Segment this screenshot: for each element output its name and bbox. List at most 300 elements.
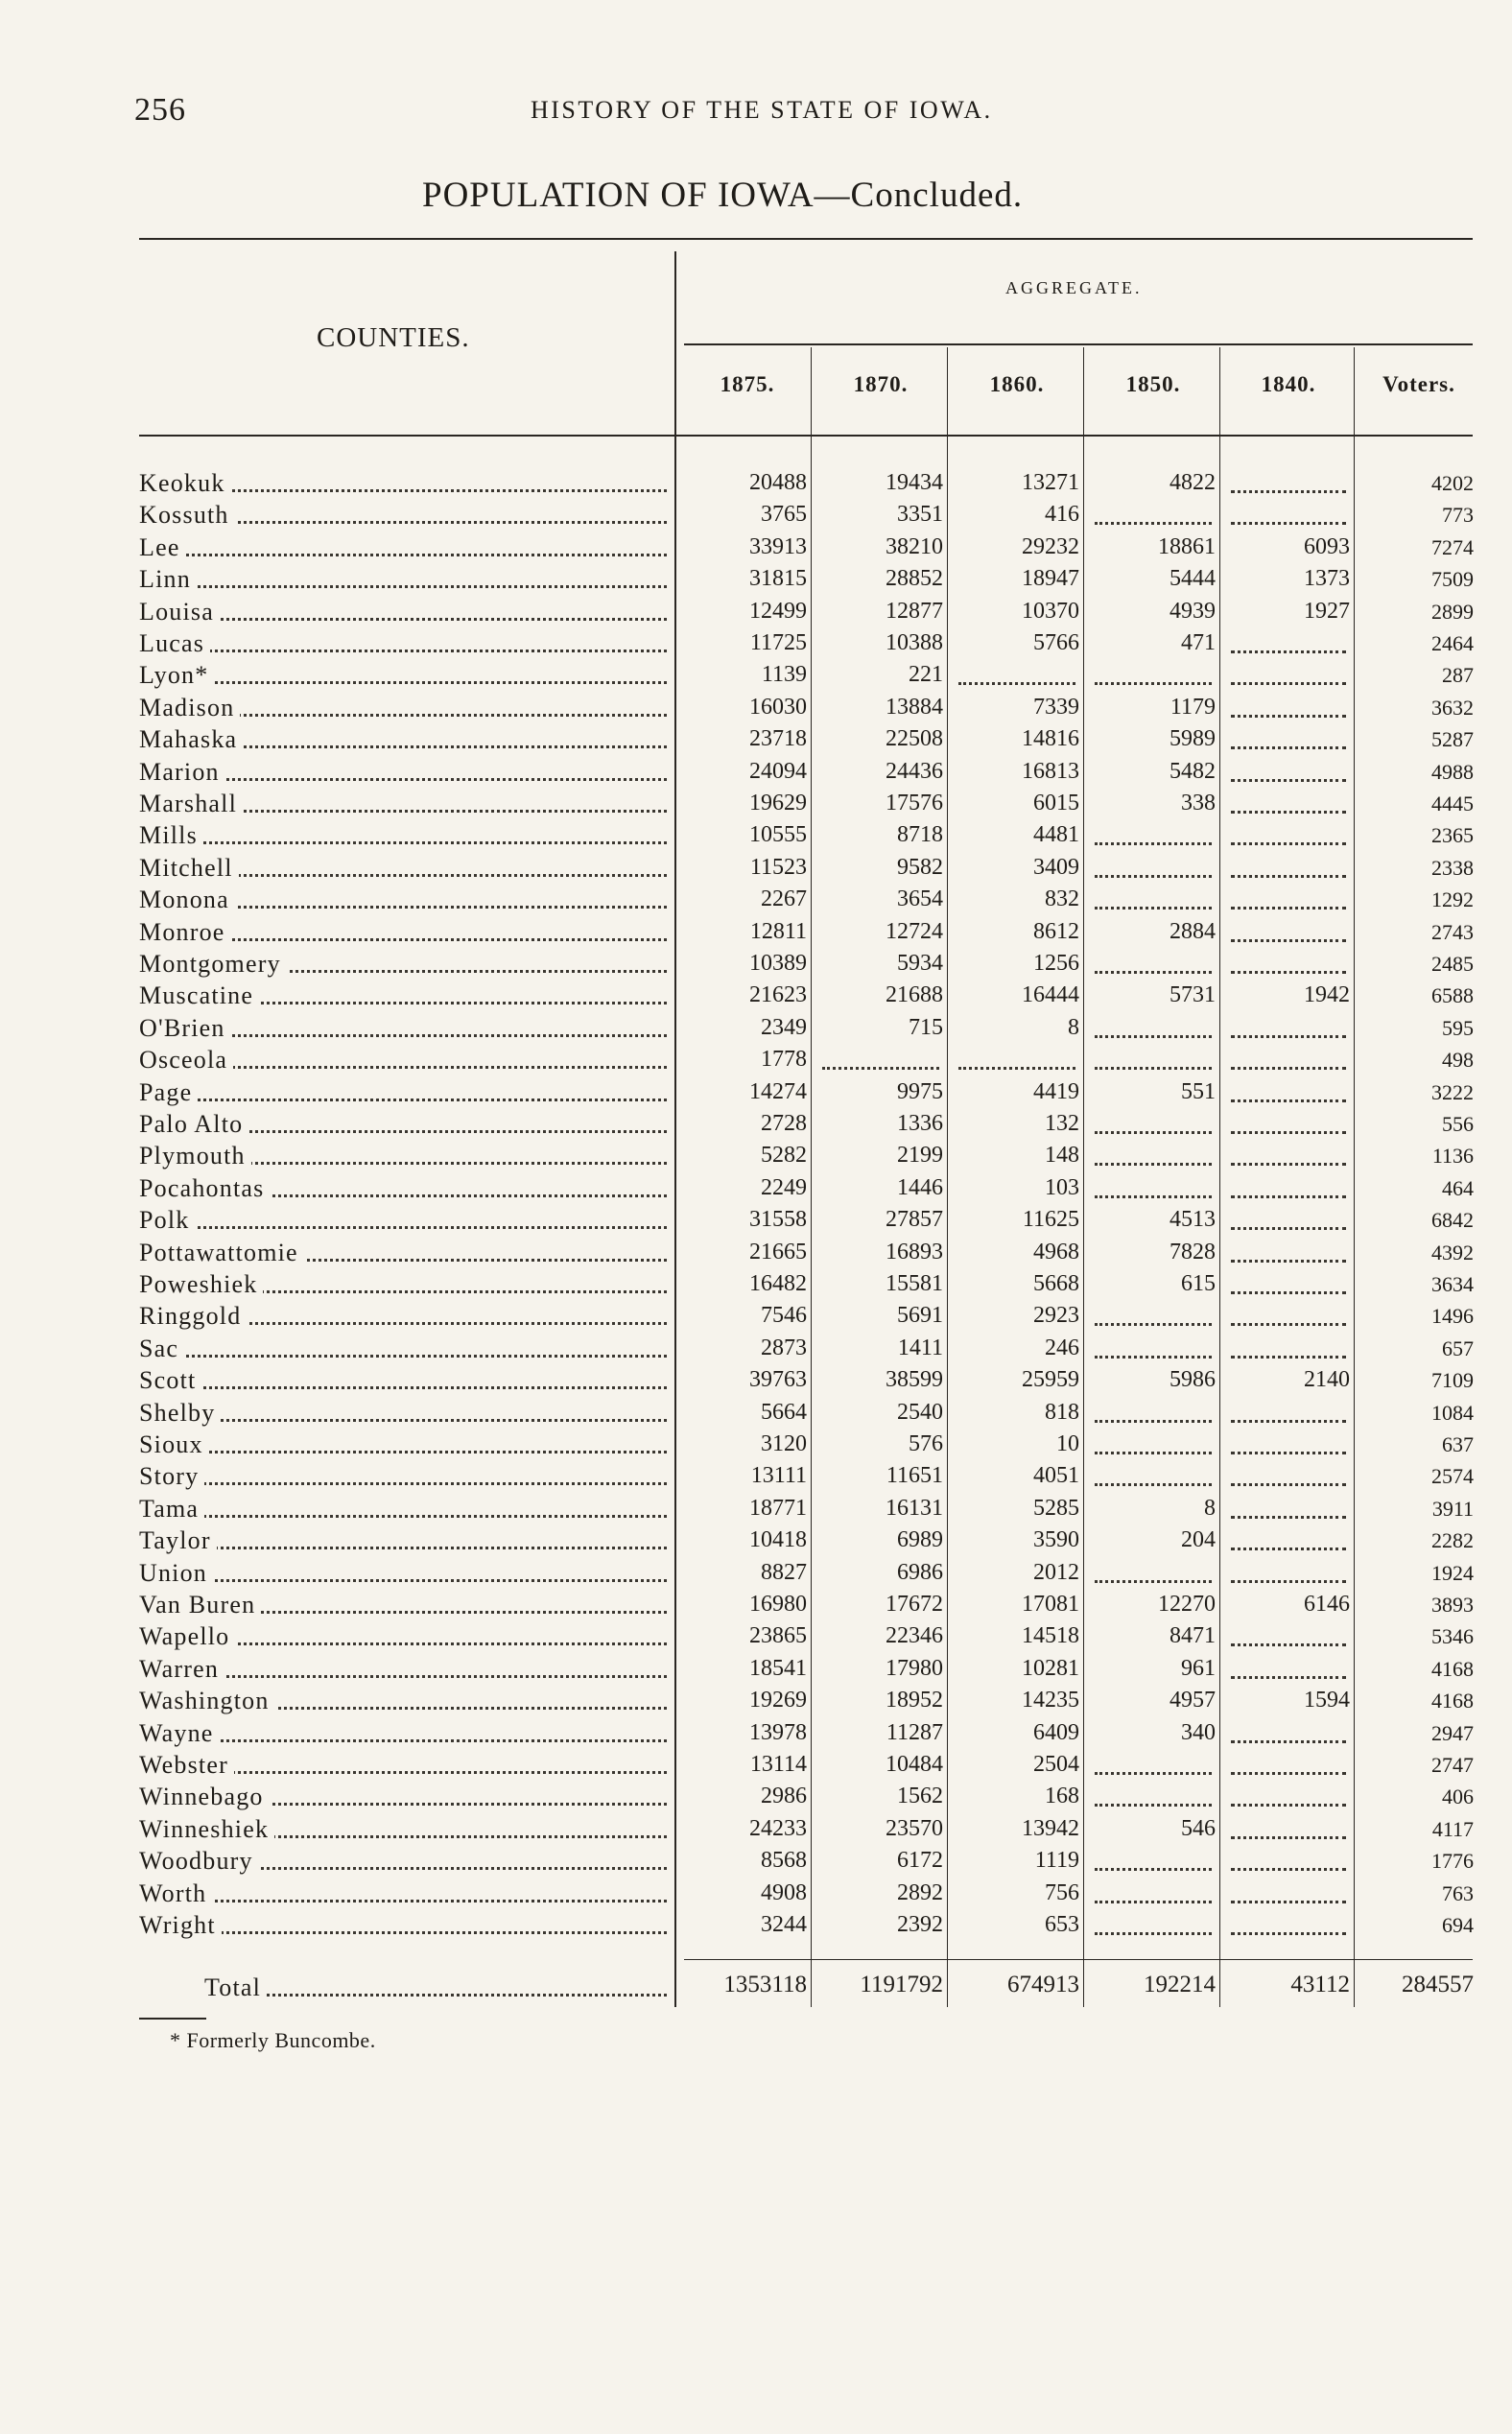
county-name: Madison [139,692,240,723]
empty-cell-dots [1231,1356,1346,1359]
cell-1875: 8568 [761,1848,807,1873]
empty-cell-dots [1231,1452,1346,1454]
cell-1875: 11523 [749,855,807,880]
cell-1870: 38210 [886,534,943,559]
county-row [139,532,667,563]
column-header-1875: 1875. [720,372,775,396]
cell-1870 [816,1044,943,1075]
empty-cell-dots [1231,1580,1346,1583]
column-header-voters: Voters. [1382,372,1455,396]
cell-1860: 653 [1045,1912,1079,1937]
empty-cell-dots [1231,811,1346,814]
cell-1850: 4939 [1169,599,1216,624]
county-row [139,1685,667,1716]
cell-1870: 2540 [897,1400,943,1425]
cell-1860: 29232 [1022,534,1079,559]
empty-cell-dots [1231,971,1346,974]
cell-1850 [1089,1909,1216,1941]
county-row [139,1878,667,1909]
empty-cell-dots [1231,1323,1346,1326]
cell-1860: 4051 [1033,1463,1079,1488]
cell-1850: 204 [1181,1527,1216,1552]
cell-1850: 2884 [1169,919,1216,944]
cell-voters: 4392 [1431,1241,1474,1264]
cell-1840 [1225,1781,1350,1812]
county-name: Montgomery [139,948,287,980]
cell-1850: 551 [1181,1079,1216,1104]
leader-dots [139,1099,667,1101]
cell-1840 [1225,1909,1350,1941]
cell-1840 [1225,499,1350,531]
county-name: Pottawattomie [139,1237,304,1268]
county-row [139,1076,667,1108]
empty-cell-dots [1231,1163,1346,1166]
cell-1860: 416 [1045,502,1079,527]
cell-voters: 4168 [1431,1657,1474,1681]
county-name: Lee [139,532,186,563]
cell-1840 [1225,1878,1350,1909]
cell-1840 [1225,788,1350,819]
empty-cell-dots [1231,682,1346,685]
county-name: Webster [139,1749,234,1781]
cell-1875: 5664 [761,1400,807,1425]
county-name: Palo Alto [139,1108,248,1140]
cell-1875: 3765 [761,502,807,527]
county-name: Taylor [139,1524,217,1556]
empty-cell-dots [1095,1067,1212,1070]
leader-dots [139,1226,667,1229]
county-name: Tama [139,1493,204,1524]
cell-1850: 4513 [1169,1207,1216,1232]
cell-1875: 24094 [749,759,807,784]
empty-cell-dots [1095,1804,1212,1807]
county-row [139,1781,667,1812]
cell-1860: 1119 [1034,1848,1079,1873]
cell-1850: 12270 [1158,1592,1216,1617]
cell-1870: 16131 [886,1496,943,1521]
cell-voters: 2464 [1431,631,1474,655]
cell-1870: 1411 [897,1335,943,1360]
county-name: Plymouth [139,1140,251,1171]
empty-cell-dots [958,1067,1075,1070]
cell-1860: 13942 [1022,1816,1079,1841]
total-1870: 1191792 [860,1972,943,1997]
empty-cell-dots [1231,1035,1346,1038]
cell-1840: 2140 [1304,1367,1350,1392]
cell-voters: 6588 [1431,983,1474,1007]
cell-1840: 1927 [1304,599,1350,624]
cell-1875: 4908 [761,1880,807,1905]
cell-1875: 21665 [749,1240,807,1264]
cell-1840 [1225,1237,1350,1268]
cell-1850: 615 [1181,1271,1216,1296]
empty-cell-dots [1231,1740,1346,1743]
cell-1850 [1089,499,1216,531]
cell-voters: 773 [1442,503,1474,527]
column-header-1840: 1840. [1261,372,1316,396]
county-row [139,1429,667,1460]
leader-dots [139,1451,667,1453]
cell-1840 [1225,1204,1350,1236]
county-name: Linn [139,563,197,595]
county-name: Marion [139,756,225,788]
empty-cell-dots [822,1067,939,1070]
cell-voters: 4988 [1431,760,1474,784]
total-row-label [204,1972,667,2003]
cell-1840: 6093 [1304,534,1350,559]
cell-1850 [1089,1012,1216,1044]
empty-cell-dots [1095,682,1212,685]
cell-1860 [953,1044,1079,1075]
cell-1870: 22508 [886,726,943,751]
cell-1875: 39763 [749,1367,807,1392]
county-row [139,596,667,627]
cell-1875: 18541 [749,1656,807,1681]
cell-1850: 8471 [1169,1623,1216,1648]
county-row [139,916,667,948]
county-name: Lucas [139,627,210,659]
cell-1850 [1089,819,1216,851]
cell-1850: 546 [1181,1816,1216,1841]
cell-1850: 338 [1181,791,1216,815]
empty-cell-dots [1231,715,1346,718]
cell-voters: 1136 [1431,1144,1474,1168]
cell-1860: 4481 [1033,822,1079,847]
county-name: Scott [139,1364,201,1396]
leader-dots [139,1355,667,1358]
total-voters: 284557 [1402,1972,1474,1997]
county-row [139,1653,667,1685]
cell-1840 [1225,1524,1350,1556]
cell-1860: 10281 [1022,1656,1079,1681]
cell-voters: 3222 [1431,1080,1474,1104]
cell-voters: 637 [1442,1432,1474,1456]
cell-1875: 14274 [749,1079,807,1104]
cell-1860: 3590 [1033,1527,1079,1552]
cell-1860: 246 [1045,1335,1079,1360]
cell-1860: 11625 [1022,1207,1079,1232]
cell-1850: 5986 [1169,1367,1216,1392]
county-row [139,467,667,499]
column-rule [947,347,948,2007]
county-row [139,1749,667,1781]
county-name: Louisa [139,596,220,627]
empty-cell-dots [1095,1035,1212,1038]
county-name: Winnebago [139,1781,270,1812]
totals-rule [684,1959,1473,1960]
cell-1870: 12877 [886,599,943,624]
cell-1850: 5482 [1169,759,1216,784]
total-label: Total [204,1972,267,2003]
cell-1870: 38599 [886,1367,943,1392]
empty-cell-dots [1231,779,1346,782]
column-header-1850: 1850. [1125,372,1181,396]
cell-voters: 763 [1442,1881,1474,1905]
total-1875: 1353118 [723,1972,807,1997]
cell-1840 [1225,723,1350,755]
cell-1860: 14235 [1022,1688,1079,1713]
county-name: Woodbury [139,1845,259,1877]
cell-voters: 7509 [1431,567,1474,591]
cell-1870: 27857 [886,1207,943,1232]
county-row [139,788,667,819]
cell-1870: 1562 [897,1784,943,1808]
county-row [139,1493,667,1524]
cell-1850 [1089,852,1216,884]
county-name: Sac [139,1333,184,1364]
cell-1850: 340 [1181,1720,1216,1745]
cell-1875: 23718 [749,726,807,751]
county-name: Warren [139,1653,224,1685]
cell-1840 [1225,1557,1350,1589]
cell-1860: 8 [1068,1015,1079,1040]
cell-1850: 18861 [1158,534,1216,559]
cell-1860: 2504 [1033,1752,1079,1777]
cell-1860: 25959 [1022,1367,1079,1392]
cell-1840 [1225,884,1350,915]
cell-1875: 31558 [749,1207,807,1232]
county-row [139,1108,667,1140]
page-number: 256 [134,92,186,128]
cell-1870: 22346 [886,1623,943,1648]
cell-voters: 464 [1442,1176,1474,1200]
county-row [139,627,667,659]
cell-1850: 961 [1181,1656,1216,1681]
empty-cell-dots [1095,875,1212,878]
cell-1850: 5444 [1169,566,1216,591]
empty-cell-dots [1231,1227,1346,1230]
cell-1870: 18952 [886,1688,943,1713]
cell-voters: 5346 [1431,1624,1474,1648]
table-title: POPULATION OF IOWA—Concluded. [422,176,1024,215]
cell-1840 [1225,756,1350,788]
leader-dots [139,1579,667,1582]
cell-1850 [1089,884,1216,915]
cell-1860: 132 [1045,1111,1079,1136]
empty-cell-dots [1095,907,1212,910]
cell-1840: 6146 [1304,1592,1350,1617]
empty-cell-dots [1231,1260,1346,1263]
cell-1860: 6409 [1033,1720,1079,1745]
leader-dots [139,841,667,844]
county-name: Ringgold [139,1300,247,1332]
county-row [139,1909,667,1941]
empty-cell-dots [1231,650,1346,653]
cell-1870: 576 [909,1431,943,1456]
cell-1875: 5282 [761,1143,807,1168]
cell-1850: 7828 [1169,1240,1216,1264]
cell-voters: 287 [1442,663,1474,687]
county-row [139,852,667,884]
cell-1840 [1225,1076,1350,1108]
cell-1850: 5731 [1169,982,1216,1007]
county-name: Page [139,1076,198,1108]
column-rule [1219,347,1220,2007]
cell-1840 [1225,1172,1350,1204]
cell-1850 [1089,1557,1216,1589]
county-name: Lyon* [139,659,214,691]
cell-1840 [1225,1397,1350,1429]
cell-1860: 168 [1045,1784,1079,1808]
cell-1840 [1225,1012,1350,1044]
cell-1875: 3120 [761,1431,807,1456]
cell-1870: 5934 [897,951,943,976]
empty-cell-dots [1231,1932,1346,1935]
county-name: Marshall [139,788,243,819]
cell-1875: 1139 [761,662,807,687]
county-name: Keokuk [139,467,231,499]
cell-1850: 4957 [1169,1688,1216,1713]
county-row [139,1557,667,1589]
county-row [139,756,667,788]
cell-voters: 1924 [1431,1561,1474,1585]
county-row [139,723,667,755]
empty-cell-dots [1231,1772,1346,1775]
cell-1840 [1225,819,1350,851]
leader-dots [139,585,667,588]
county-row [139,819,667,851]
empty-cell-dots [1231,1804,1346,1807]
cell-1840 [1225,467,1350,499]
county-name: Washington [139,1685,275,1716]
county-row [139,1333,667,1364]
cell-1875: 19629 [749,791,807,815]
empty-cell-dots [1231,1099,1346,1102]
empty-cell-dots [1231,1901,1346,1903]
cell-1840 [1225,1300,1350,1332]
cell-1850 [1089,1781,1216,1812]
county-row [139,1460,667,1492]
county-row [139,1845,667,1877]
county-name: Union [139,1557,213,1589]
cell-1875: 3244 [761,1912,807,1937]
county-name: Wayne [139,1717,220,1749]
empty-cell-dots [1095,522,1212,525]
county-row [139,1268,667,1300]
cell-1875: 2728 [761,1111,807,1136]
empty-cell-dots [1231,522,1346,525]
cell-1870: 2392 [897,1912,943,1937]
cell-1860: 756 [1045,1880,1079,1905]
county-name: Monona [139,884,235,915]
cell-1870: 715 [909,1015,943,1040]
cell-1875: 10389 [749,951,807,976]
empty-cell-dots [1095,1868,1212,1871]
county-name: Mitchell [139,852,239,884]
county-name: Wright [139,1909,222,1941]
cell-1840 [1225,627,1350,659]
cell-1860: 18947 [1022,566,1079,591]
cell-1860: 17081 [1022,1592,1079,1617]
cell-1840 [1225,1620,1350,1652]
county-name: Story [139,1460,204,1492]
county-name: O'Brien [139,1012,231,1044]
cell-1860: 3409 [1033,855,1079,880]
cell-voters: 7109 [1431,1368,1474,1392]
cell-1840 [1225,1813,1350,1845]
county-name: Mahaska [139,723,243,755]
empty-cell-dots [1095,1420,1212,1423]
cell-1840 [1225,1333,1350,1364]
cell-1875: 21623 [749,982,807,1007]
cell-1870: 17576 [886,791,943,815]
cell-1860: 6015 [1033,791,1079,815]
footnote: * Formerly Buncombe. [170,2028,376,2052]
county-name: Van Buren [139,1589,261,1620]
cell-1870: 8718 [897,822,943,847]
county-row [139,1172,667,1204]
empty-cell-dots [1231,490,1346,493]
cell-1875: 2267 [761,886,807,911]
county-row [139,1813,667,1845]
county-name: Winneshiek [139,1813,274,1845]
cell-voters: 2282 [1431,1528,1474,1552]
cell-1850: 8 [1204,1496,1216,1521]
cell-1860: 14816 [1022,726,1079,751]
county-name: Mills [139,819,203,851]
cell-1870: 17672 [886,1592,943,1617]
cell-voters: 406 [1442,1784,1474,1808]
cell-1840 [1225,1044,1350,1075]
county-row [139,1717,667,1749]
cell-1875: 1778 [761,1047,807,1072]
cell-1875: 16980 [749,1592,807,1617]
cell-1860: 10 [1056,1431,1079,1456]
cell-1860: 1256 [1033,951,1079,976]
cell-1850: 4822 [1169,470,1216,495]
cell-voters: 1496 [1431,1304,1474,1328]
county-row [139,1364,667,1396]
cell-1875: 8827 [761,1560,807,1585]
cell-voters: 3893 [1431,1593,1474,1617]
county-name: Kossuth [139,499,235,531]
cell-1850 [1089,1044,1216,1075]
total-1850: 192214 [1144,1972,1216,1997]
cell-1870: 1446 [897,1175,943,1200]
cell-voters: 2947 [1431,1721,1474,1745]
cell-1840 [1225,1717,1350,1749]
total-1860: 674913 [1007,1972,1079,1997]
cell-1870: 12724 [886,919,943,944]
cell-1875: 13111 [750,1463,807,1488]
cell-1860: 2012 [1033,1560,1079,1585]
cell-1870: 19434 [886,470,943,495]
cell-1870: 2199 [897,1143,943,1168]
cell-1860 [953,659,1079,691]
cell-1870: 24436 [886,759,943,784]
cell-1850 [1089,1429,1216,1460]
empty-cell-dots [1231,1291,1346,1294]
cell-1850: 5989 [1169,726,1216,751]
cell-voters: 657 [1442,1336,1474,1360]
leader-dots [139,1900,667,1902]
footnote-rule [139,2018,206,2020]
total-1840: 43112 [1290,1972,1350,1997]
cell-1875: 24233 [749,1816,807,1841]
empty-cell-dots [1231,1483,1346,1486]
cell-1850 [1089,1878,1216,1909]
empty-cell-dots [1231,1836,1346,1839]
cell-voters: 1292 [1431,887,1474,911]
empty-cell-dots [1095,1452,1212,1454]
cell-1870: 3654 [897,886,943,911]
column-header-1860: 1860. [989,372,1045,396]
empty-cell-dots [1231,875,1346,878]
cell-1860: 8612 [1033,919,1079,944]
empty-cell-dots [1231,1131,1346,1134]
empty-cell-dots [1231,1516,1346,1519]
empty-cell-dots [1231,1643,1346,1646]
